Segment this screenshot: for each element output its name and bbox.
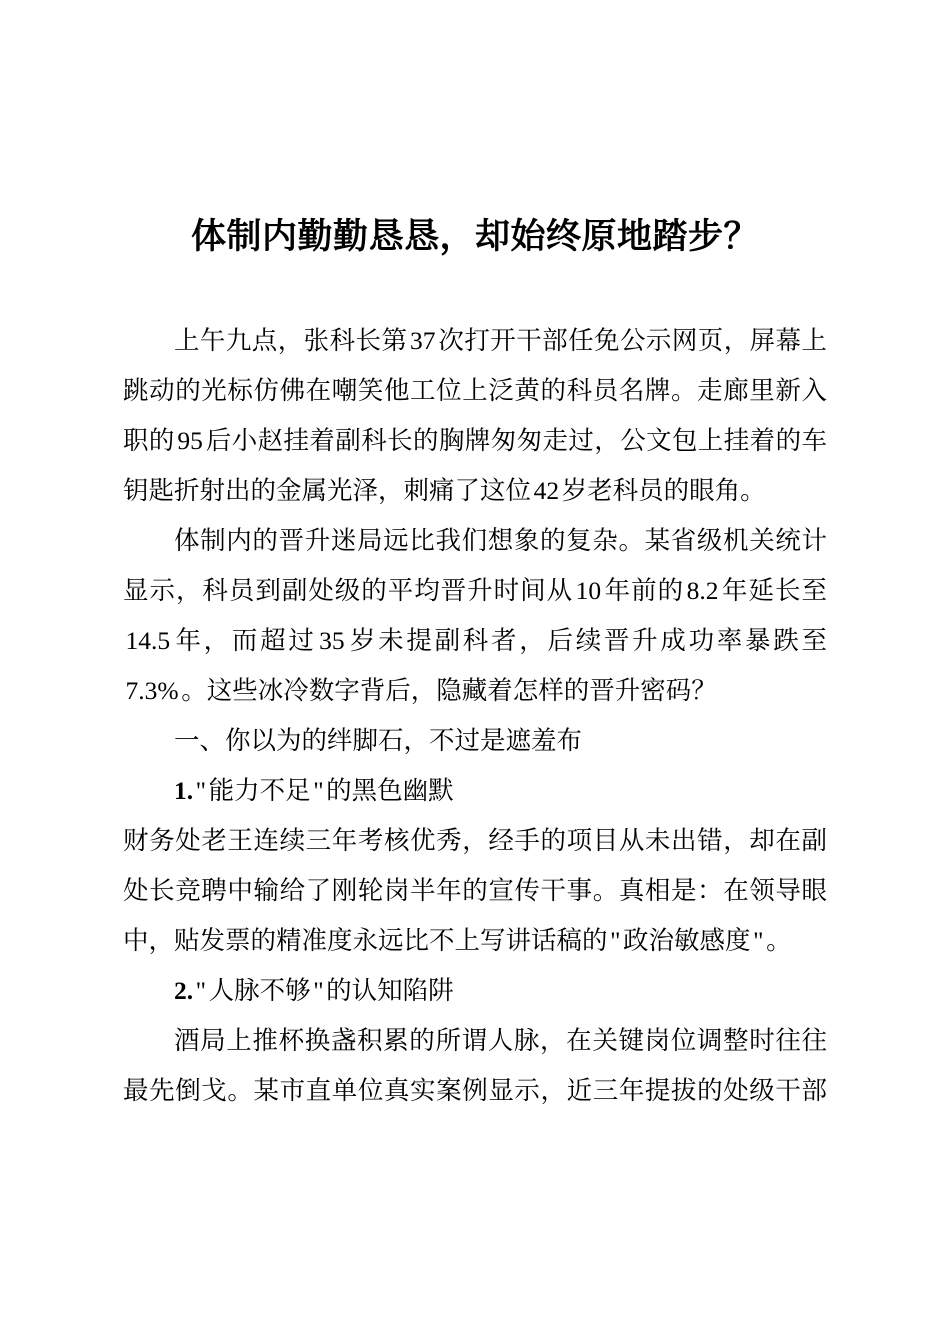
- sub-heading: [123, 766, 827, 816]
- paragraph: 体制内的晋升迷局远比我们想象的复杂。某省级机关统计显示，科员到副处级的平均晋升时间从10年前的8.2年延长至14.5年，而超过35岁未提副科者，后续晋升成功率暴跌至7.3%。这些冰冷数字背后，隐藏着怎样的晋升密码？: [123, 526, 827, 705]
- sub-heading: [123, 966, 827, 1016]
- latin-run: 42: [533, 476, 560, 505]
- paragraph: 酒局上推杯换盏积累的所谓人脉，在关键岗位调整时往往最先倒戈。某市直单位真实案例显示，近三年提拔的处级干部: [123, 1026, 827, 1105]
- latin-run: ": [610, 926, 621, 955]
- latin-run: ": [753, 926, 764, 955]
- latin-run: 35: [319, 626, 345, 655]
- sub-heading-number: 1.: [174, 776, 194, 805]
- latin-run: 95: [177, 426, 203, 455]
- latin-run: 37: [409, 326, 436, 355]
- latin-run: 7.3%: [125, 676, 179, 705]
- latin-run: 8.2: [686, 576, 719, 605]
- latin-run: ": [313, 976, 324, 1005]
- section-heading: 一、你以为的绊脚石，不过是遮羞布: [174, 726, 583, 755]
- latin-run: 14.5: [125, 626, 171, 655]
- paragraph: 上午九点，张科长第37次打开干部任免公示网页，屏幕上跳动的光标仿佛在嘲笑他工位上泛黄的科员名牌。走廊里新入职的95后小赵挂着副科长的胸牌匆匆走过，公文包上挂着的车钥匙折射出的金属光泽，刺痛了这位42岁老科员的眼角。: [123, 326, 827, 505]
- latin-run: 10: [575, 576, 602, 605]
- sub-heading-text: "能力不足"的黑色幽默: [195, 776, 454, 805]
- latin-run: ": [195, 776, 207, 805]
- latin-run: ": [313, 776, 324, 805]
- sub-heading-text: "人脉不够"的认知陷阱: [195, 976, 454, 1005]
- latin-run: ": [195, 976, 207, 1005]
- paragraph: 财务处老王连续三年考核优秀，经手的项目从未出错，却在副处长竞聘中输给了刚轮岗半年的宣传干事。真相是：在领导眼中，贴发票的精准度永远比不上写讲话稿的"政治敏感度"。: [123, 826, 827, 955]
- document-title: 体制内勤勤恳恳，却始终原地踏步？: [190, 217, 759, 256]
- sub-heading-number: 2.: [174, 976, 194, 1005]
